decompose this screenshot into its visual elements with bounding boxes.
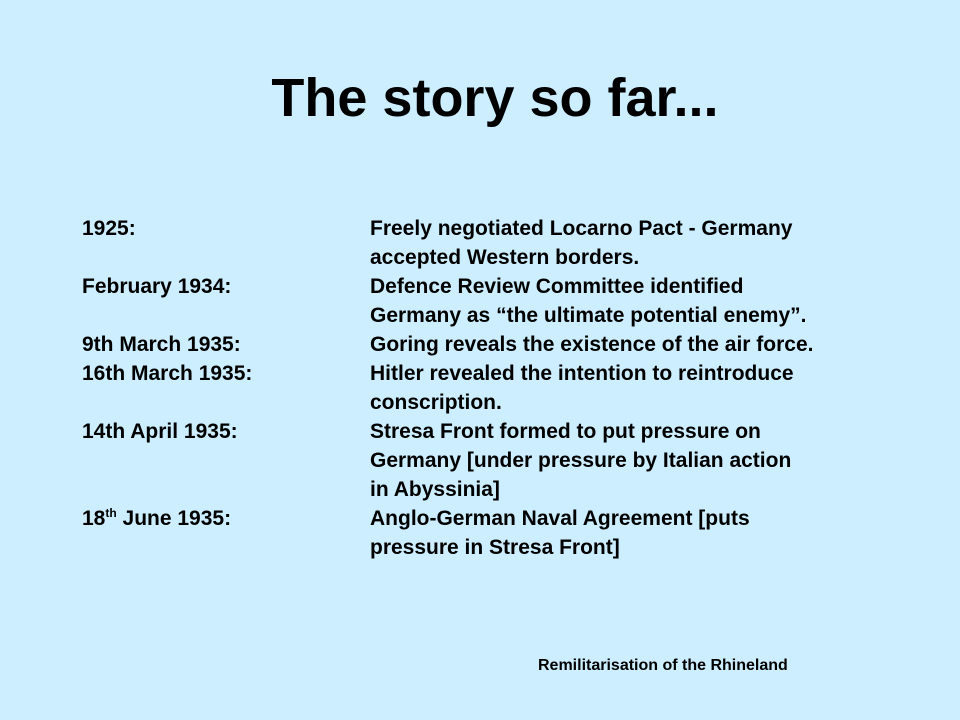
entry-date: February 1934: — [82, 275, 232, 298]
timeline-entry — [82, 214, 902, 272]
description-line: Freely negotiated Locarno Pact - Germany — [370, 217, 793, 240]
timeline-entry — [82, 359, 902, 417]
entry-date: 14th April 1935: — [82, 420, 238, 443]
entry-description — [370, 504, 902, 562]
slide-footer: Remilitarisation of the Rhineland — [538, 657, 788, 674]
description-line: Goring reveals the existence of the air force. — [370, 333, 814, 356]
entry-description — [370, 417, 902, 504]
entry-description — [370, 359, 902, 417]
timeline-entry — [82, 330, 902, 359]
date-day: 18 — [82, 507, 106, 530]
date-ordinal-suffix: th — [105, 506, 117, 520]
description-line: conscription. — [370, 391, 502, 414]
description-line: accepted Western borders. — [370, 246, 640, 269]
slide-title: The story so far... — [271, 68, 719, 128]
description-line: pressure in Stresa Front] — [370, 536, 620, 559]
description-line: Hitler revealed the intention to reintroduce — [370, 362, 794, 385]
entry-date: 9th March 1935: — [82, 333, 241, 356]
entry-date: 1925: — [82, 217, 136, 240]
timeline-entry — [82, 504, 902, 562]
timeline-entry — [82, 272, 902, 330]
date-rest: June 1935: — [116, 507, 232, 530]
description-line: Germany [under pressure by Italian action — [370, 449, 792, 472]
entry-date — [82, 504, 370, 562]
description-line: Defence Review Committee identified — [370, 275, 744, 298]
entry-description — [370, 330, 902, 359]
description-line: Germany as “the ultimate potential enemy”. — [370, 304, 807, 327]
timeline — [82, 214, 902, 562]
description-line: Stresa Front formed to put pressure on — [370, 420, 761, 443]
timeline-entry — [82, 417, 902, 504]
description-line: Anglo-German Naval Agreement [puts — [370, 507, 750, 530]
entry-date: 16th March 1935: — [82, 362, 253, 385]
entry-description — [370, 214, 902, 272]
description-line: in Abyssinia] — [370, 478, 500, 501]
entry-description — [370, 272, 902, 330]
